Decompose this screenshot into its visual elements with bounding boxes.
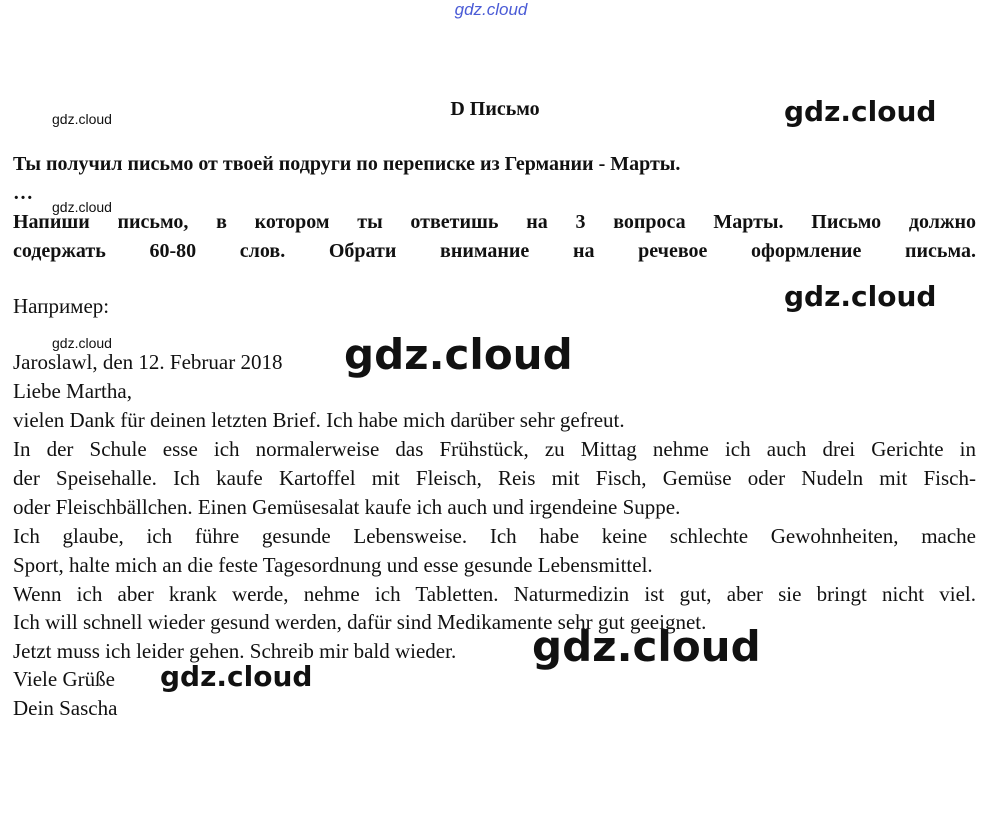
letter-line-2: In der Schule esse ich normalerweise das Frühstück, zu Mittag nehme ich auch drei Gerichte in — [13, 437, 976, 461]
watermark-small-3: gdz.cloud — [52, 335, 112, 351]
letter-line-5: Ich glaube, ich führe gesunde Lebensweise. Ich habe keine schlechte Gewohnheiten, mache — [13, 524, 976, 548]
watermark-lower-big: gdz.cloud — [532, 622, 761, 671]
example-label: Например: — [13, 294, 110, 318]
task-line-1: Ты получил письмо от твоей подруги по переписке из Германии - Марты. — [13, 153, 681, 175]
watermark-lower-small: gdz.cloud — [160, 660, 313, 693]
letter-line-7: Wenn ich aber krank werde, nehme ich Tabletten. Naturmedizin ist gut, aber sie bringt nicht viel. — [13, 582, 976, 606]
letter-line-6: Sport, halte mich an die feste Tagesordnung und esse gesunde Lebensmittel. — [13, 553, 653, 577]
letter-closing: Viele Grüße — [13, 667, 115, 691]
watermark-small-1: gdz.cloud — [52, 111, 112, 127]
letter-signature: Dein Sascha — [13, 696, 118, 720]
task-line-4: содержать 60-80 слов. Обрати внимание на речевое оформление письма. — [13, 240, 976, 262]
letter-line-1: vielen Dank für deinen letzten Brief. Ich habe mich darüber sehr gefreut. — [13, 408, 625, 432]
task-ellipsis: … — [13, 182, 33, 204]
letter-line-3: der Speisehalle. Ich kaufe Kartoffel mit Fleisch, Reis mit Fisch, Gemüse oder Nudeln mit Fisch- — [13, 466, 976, 490]
letter-line-9: Jetzt muss ich leider gehen. Schreib mir bald wieder. — [13, 639, 457, 663]
watermark-right-2: gdz.cloud — [784, 280, 937, 313]
letter-greeting: Liebe Martha, — [13, 379, 132, 403]
watermark-right-1: gdz.cloud — [784, 95, 937, 128]
watermark-small-2: gdz.cloud — [52, 199, 112, 215]
task-line-3: Напиши письмо, в котором ты ответишь на 3 вопроса Марты. Письмо должно — [13, 211, 976, 233]
section-heading: D Письмо — [450, 98, 540, 120]
letter-line-8: Ich will schnell wieder gesund werden, dafür sind Medikamente sehr gut geeignet. — [13, 610, 707, 634]
site-watermark-top: gdz.cloud — [454, 0, 528, 19]
letter-date-line: Jaroslawl, den 12. Februar 2018 — [13, 350, 283, 374]
watermark-center-big: gdz.cloud — [344, 330, 573, 379]
letter-line-4: oder Fleischbällchen. Einen Gemüsesalat kaufe ich auch und irgendeine Suppe. — [13, 495, 681, 519]
